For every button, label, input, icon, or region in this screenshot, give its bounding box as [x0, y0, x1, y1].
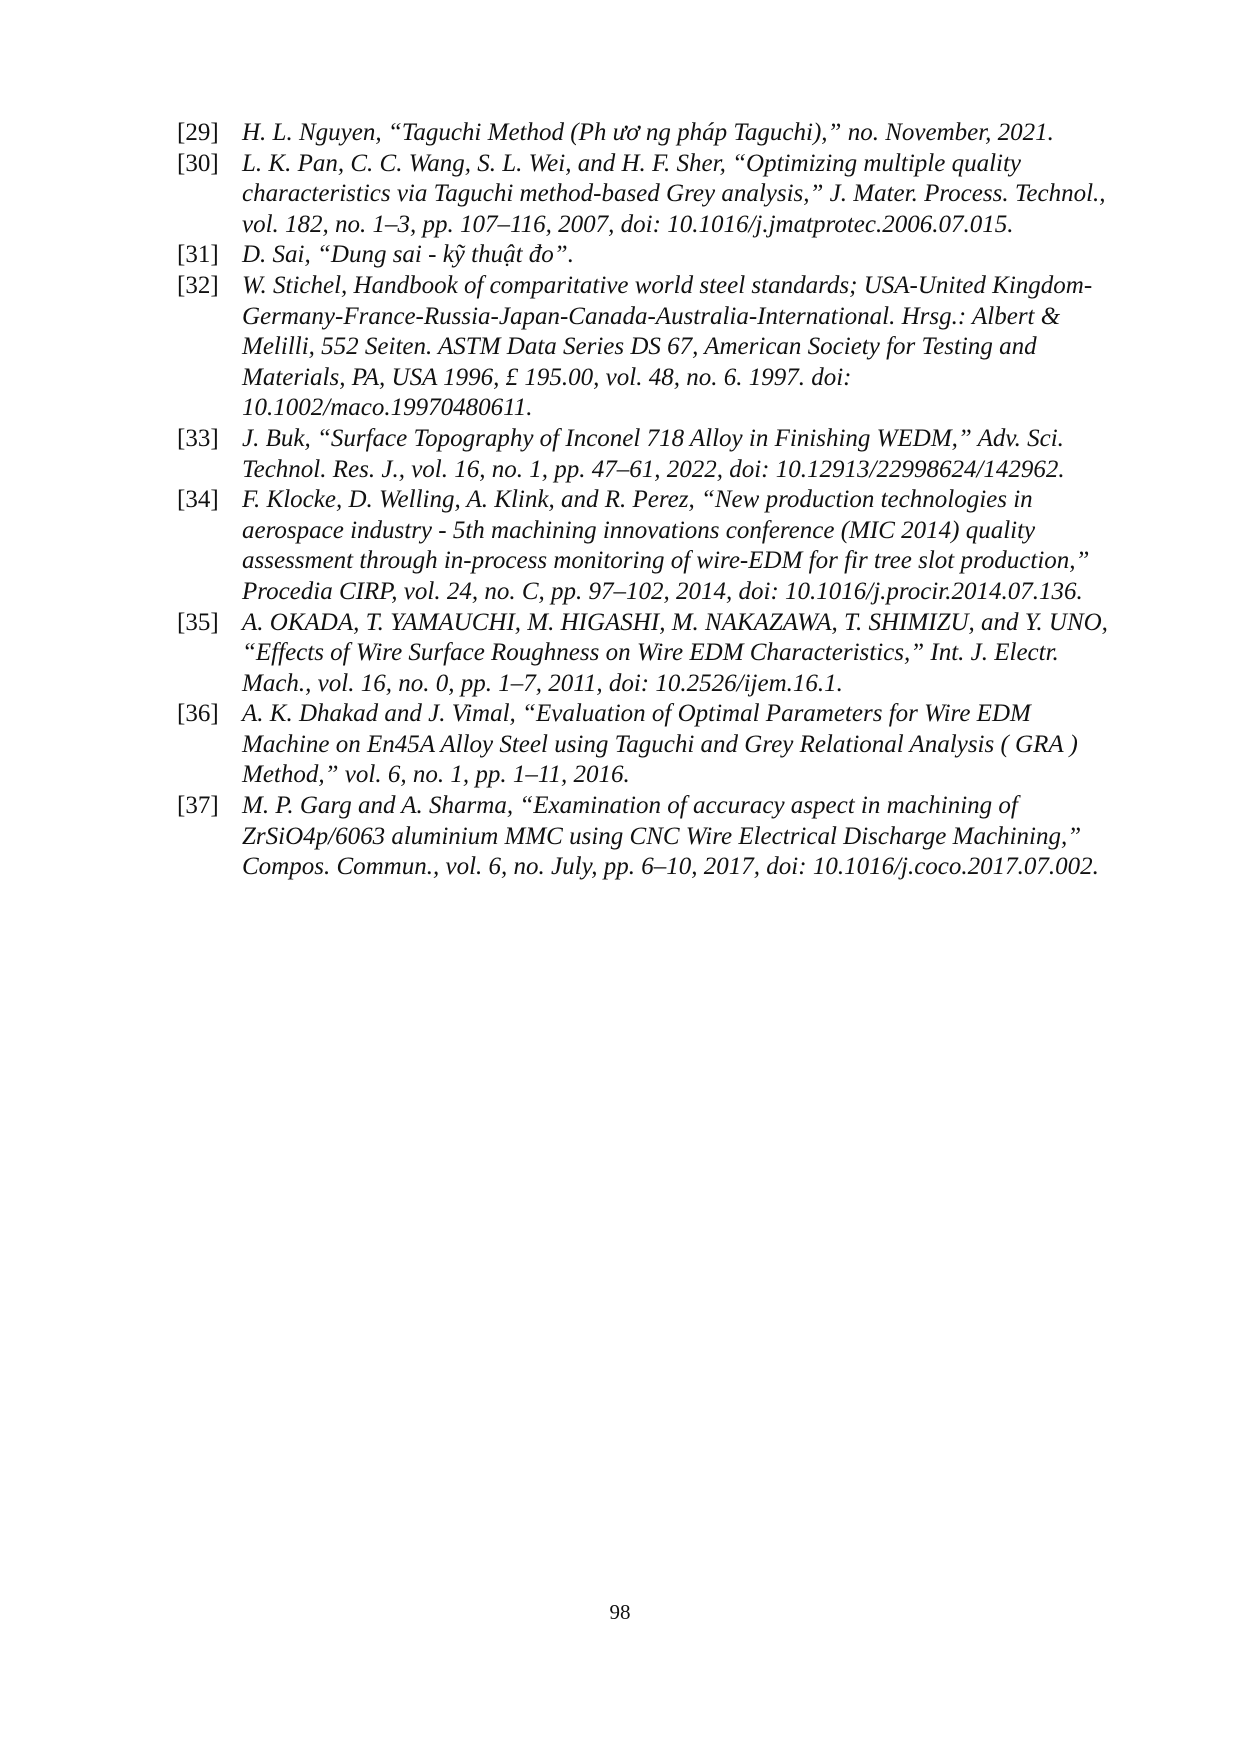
reference-item: [177, 271, 1117, 424]
reference-text: A. OKADA, T. YAMAUCHI, M. HIGASHI, M. NAKAZAWA, T. SHIMIZU, and Y. UNO, “Effects of Wire Surface Roughness on Wire EDM Characteristics,” Int. J. Electr. Mach., vol. 16, no. 0, pp. 1–7, 2011, doi: 10.2526/ijem.16.1.: [242, 608, 1108, 697]
reference-number: [37]: [177, 792, 219, 820]
reference-item: [177, 240, 1117, 271]
reference-text: H. L. Nguyen, “Taguchi Method (Ph ươ ng pháp Taguchi),” no. November, 2021.: [242, 119, 1054, 146]
reference-item: [177, 485, 1117, 607]
reference-number: [29]: [177, 119, 219, 146]
reference-number: [36]: [177, 700, 219, 728]
reference-number: [30]: [177, 149, 219, 177]
reference-text: D. Sai, “Dung sai - kỹ thuật đo”.: [242, 241, 574, 269]
reference-text: J. Buk, “Surface Topography of Inconel 718 Alloy in Finishing WEDM,” Adv. Sci. Technol. Res. J., vol. 16, no. 1, pp. 47–61, 2022, doi: 10.12913/22998624/142962.: [242, 424, 1065, 483]
page-number: 98: [609, 1600, 631, 1624]
reference-item: [177, 424, 1117, 485]
reference-number: [33]: [177, 424, 219, 452]
reference-text: W. Stichel, Handbook of comparitative world steel standards; USA-United Kingdom-Germany-France-Russia-Japan-Canada-Australia-International. Hrsg.: Albert & Melilli, 552 Seiten. ASTM Data Series DS 67, American Society for Testing and Materials, PA, USA 1996, £ 195.00, vol. 48, no. 6. 1997. doi: 10.1002/maco.19970480611.: [242, 271, 1093, 422]
reference-item: [177, 791, 1117, 883]
reference-number: [35]: [177, 608, 219, 636]
reference-number: [32]: [177, 271, 219, 299]
reference-text: A. K. Dhakad and J. Vimal, “Evaluation of Optimal Parameters for Wire EDM Machine on En45A Alloy Steel using Taguchi and Grey Relational Analysis ( GRA ) Method,” vol. 6, no. 1, pp. 1–11, 2016.: [242, 700, 1078, 789]
reference-number: [34]: [177, 486, 219, 514]
reference-text: M. P. Garg and A. Sharma, “Examination of accuracy aspect in machining of ZrSiO4p/6063 aluminium MMC using CNC Wire Electrical Discharge Machining,” Compos. Commun., vol. 6, no. July, pp. 6–10, 2017, doi: 10.1016/j.coco.2017.07.002.: [242, 792, 1099, 881]
reference-item: [177, 149, 1117, 241]
reference-list: [177, 118, 1117, 883]
reference-item: [177, 608, 1117, 700]
reference-item: [177, 699, 1117, 791]
reference-text: L. K. Pan, C. C. Wang, S. L. Wei, and H. F. Sher, “Optimizing multiple quality characteristics via Taguchi method-based Grey analysis,” J. Mater. Process. Technol., vol. 182, no. 1–3, pp. 107–116, 2007, doi: 10.1016/j.jmatprotec.2006.07.015.: [242, 149, 1106, 238]
reference-number: [31]: [177, 241, 219, 269]
reference-text: F. Klocke, D. Welling, A. Klink, and R. Perez, “New production technologies in aerospace industry - 5th machining innovations conference (MIC 2014) quality assessment through in-process monitoring of wire-EDM for fir tree slot production,” Procedia CIRP, vol. 24, no. C, pp. 97–102, 2014, doi: 10.1016/j.procir.2014.07.136.: [242, 486, 1090, 605]
reference-item: [177, 118, 1117, 149]
